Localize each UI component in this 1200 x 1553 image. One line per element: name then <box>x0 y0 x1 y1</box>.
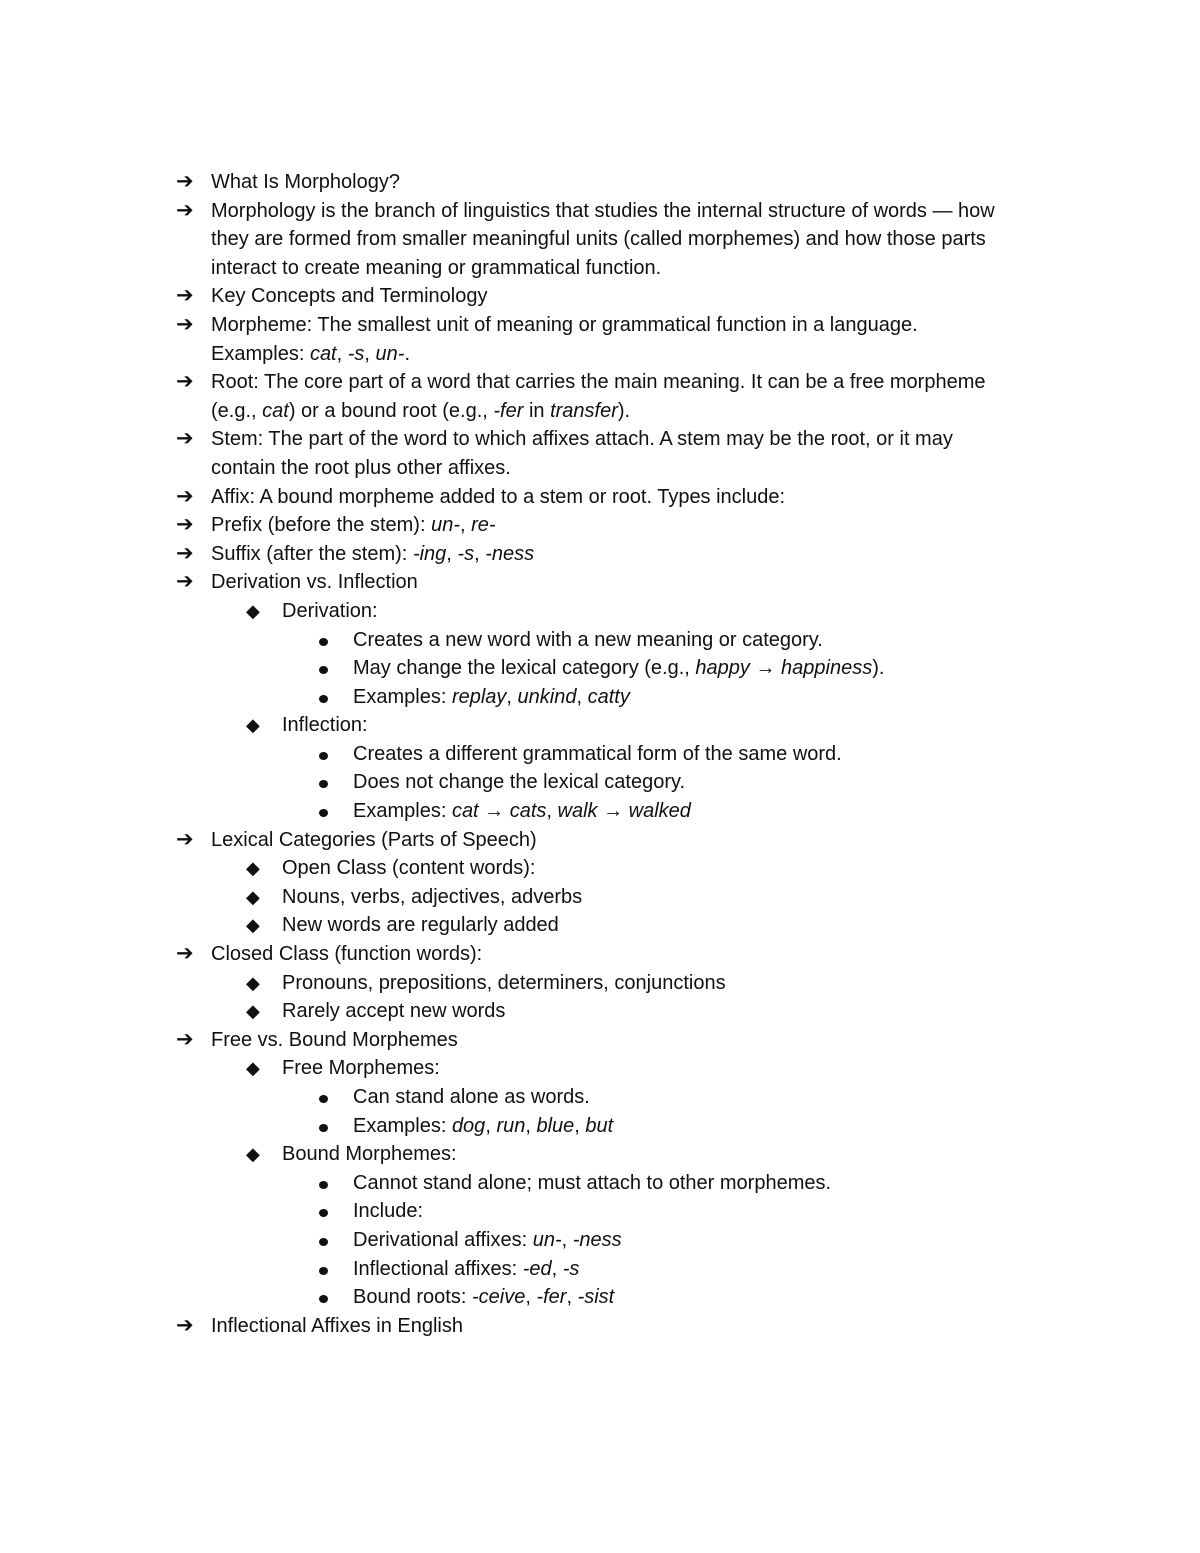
list-item <box>0 1197 1200 1226</box>
arrow-bullet-icon: ➔ <box>176 570 194 594</box>
diamond-bullet-icon: ◆ <box>246 1001 260 1022</box>
dot-bullet-icon <box>319 1095 328 1103</box>
dot-bullet-icon <box>319 666 328 674</box>
list-item-text: Examples: dog, run, blue, but <box>353 1114 614 1137</box>
list-item-text: Closed Class (function words): <box>211 943 483 966</box>
arrow-bullet-icon: ➔ <box>176 198 194 222</box>
list-item-text: Free Morphemes: <box>282 1057 440 1080</box>
list-item-text: Lexical Categories (Parts of Speech) <box>211 828 537 851</box>
list-item <box>0 168 1200 197</box>
list-item <box>0 1026 1200 1055</box>
dot-bullet-icon <box>319 752 328 760</box>
list-item-text: Prefix (before the stem): un-, re- <box>211 514 496 537</box>
list-item-text: Inflectional Affixes in English <box>211 1314 464 1337</box>
list-item <box>0 282 1200 311</box>
list-item <box>0 826 1200 855</box>
dot-bullet-icon <box>319 780 328 788</box>
list-item-text: Creates a new word with a new meaning or category. <box>353 628 823 651</box>
list-item <box>0 1054 1200 1083</box>
dot-bullet-icon <box>319 638 328 646</box>
list-item <box>0 540 1200 569</box>
diamond-bullet-icon: ◆ <box>246 972 260 993</box>
list-item-text: Affix: A bound morpheme added to a stem or root. Types include: <box>211 485 786 508</box>
diamond-bullet-icon: ◆ <box>246 858 260 879</box>
dot-bullet-icon <box>319 1267 328 1275</box>
list-item-text: Stem: The part of the word to which affixes attach. A stem may be the root, or it may <box>211 428 953 451</box>
continuation-line <box>0 340 1200 369</box>
arrow-bullet-icon: ➔ <box>176 942 194 966</box>
list-item <box>0 1169 1200 1198</box>
arrow-bullet-icon: ➔ <box>176 284 194 308</box>
dot-bullet-icon <box>319 1238 328 1246</box>
list-item-text: Examples: replay, unkind, catty <box>353 685 630 708</box>
diamond-bullet-icon: ◆ <box>246 715 260 736</box>
list-item-text: New words are regularly added <box>282 914 559 937</box>
list-item <box>0 1083 1200 1112</box>
continuation-line <box>0 254 1200 283</box>
list-item <box>0 911 1200 940</box>
list-item-text: Inflectional affixes: -ed, -s <box>353 1257 580 1280</box>
list-item <box>0 997 1200 1026</box>
diamond-bullet-icon: ◆ <box>246 1144 260 1165</box>
list-item <box>0 711 1200 740</box>
list-item-text: contain the root plus other affixes. <box>211 456 511 479</box>
list-item-text: Derivation vs. Inflection <box>211 571 418 594</box>
list-item <box>0 683 1200 712</box>
list-item-text: Morphology is the branch of linguistics that studies the internal structure of words — how <box>211 199 995 222</box>
list-item-text: Include: <box>353 1200 424 1223</box>
list-item <box>0 883 1200 912</box>
list-item <box>0 626 1200 655</box>
list-item-text: Bound Morphemes: <box>282 1143 457 1166</box>
list-item-text: Morpheme: The smallest unit of meaning or grammatical function in a language. <box>211 313 918 336</box>
list-item-text: Rarely accept new words <box>282 1000 506 1023</box>
list-item-text: Cannot stand alone; must attach to other morphemes. <box>353 1171 832 1194</box>
list-item-text: (e.g., cat) or a bound root (e.g., -fer in transfer). <box>211 399 631 422</box>
list-item-text: Does not change the lexical category. <box>353 771 686 794</box>
continuation-line <box>0 454 1200 483</box>
list-item-text: Suffix (after the stem): -ing, -s, -ness <box>211 542 535 565</box>
list-item-text: Bound roots: -ceive, -fer, -sist <box>353 1286 615 1309</box>
list-item-text: Nouns, verbs, adjectives, adverbs <box>282 885 583 908</box>
list-item-text: they are formed from smaller meaningful units (called morphemes) and how those parts <box>211 228 986 251</box>
diamond-bullet-icon: ◆ <box>246 915 260 936</box>
diamond-bullet-icon: ◆ <box>246 600 260 621</box>
dot-bullet-icon <box>319 809 328 817</box>
arrow-bullet-icon: ➔ <box>176 827 194 851</box>
diamond-bullet-icon: ◆ <box>246 1058 260 1079</box>
list-item <box>0 483 1200 512</box>
list-item-text: Root: The core part of a word that carries the main meaning. It can be a free morpheme <box>211 371 986 394</box>
list-item <box>0 797 1200 826</box>
dot-bullet-icon <box>319 1295 328 1303</box>
list-item <box>0 654 1200 683</box>
list-item <box>0 1255 1200 1284</box>
arrow-bullet-icon: ➔ <box>176 170 194 193</box>
document-body <box>0 168 1200 1340</box>
list-item <box>0 197 1200 226</box>
list-item <box>0 1312 1200 1341</box>
list-item-text: Can stand alone as words. <box>353 1086 590 1108</box>
list-item-text: Inflection: <box>282 714 368 737</box>
list-item-text: What Is Morphology? <box>211 171 400 193</box>
list-item <box>0 511 1200 540</box>
list-item-text: Examples: cat, -s, un-. <box>211 342 411 365</box>
list-item <box>0 969 1200 998</box>
list-item-text: Key Concepts and Terminology <box>211 285 488 308</box>
arrow-bullet-icon: ➔ <box>176 541 194 565</box>
list-item-text: May change the lexical category (e.g., happy → happiness). <box>353 657 885 680</box>
arrow-bullet-icon: ➔ <box>176 513 194 537</box>
list-item-text: interact to create meaning or grammatical function. <box>211 256 662 279</box>
arrow-bullet-icon: ➔ <box>176 312 194 336</box>
arrow-bullet-icon: ➔ <box>176 1027 194 1051</box>
list-item <box>0 740 1200 769</box>
list-item-text: Examples: cat → cats, walk → walked <box>353 800 691 823</box>
list-item <box>0 1283 1200 1312</box>
list-item <box>0 311 1200 340</box>
continuation-line <box>0 397 1200 426</box>
list-item-text: Derivation: <box>282 599 378 622</box>
list-item <box>0 597 1200 626</box>
arrow-bullet-icon: ➔ <box>176 1313 194 1337</box>
list-item-text: Free vs. Bound Morphemes <box>211 1028 458 1051</box>
list-item <box>0 940 1200 969</box>
dot-bullet-icon <box>319 1124 328 1132</box>
dot-bullet-icon <box>319 695 328 703</box>
list-item <box>0 568 1200 597</box>
list-item-text: Derivational affixes: un-, -ness <box>353 1228 622 1251</box>
list-item <box>0 768 1200 797</box>
arrow-bullet-icon: ➔ <box>176 484 194 508</box>
arrow-bullet-icon: ➔ <box>176 427 194 451</box>
list-item <box>0 1226 1200 1255</box>
list-item <box>0 425 1200 454</box>
arrow-bullet-icon: ➔ <box>176 370 194 394</box>
list-item <box>0 368 1200 397</box>
dot-bullet-icon <box>319 1181 328 1189</box>
continuation-line <box>0 225 1200 254</box>
list-item <box>0 1112 1200 1141</box>
list-item-text: Creates a different grammatical form of the same word. <box>353 742 842 765</box>
dot-bullet-icon <box>319 1209 328 1217</box>
list-item <box>0 854 1200 883</box>
diamond-bullet-icon: ◆ <box>246 886 260 907</box>
list-item-text: Pronouns, prepositions, determiners, conjunctions <box>282 971 726 994</box>
list-item <box>0 1140 1200 1169</box>
list-item-text: Open Class (content words): <box>282 857 536 880</box>
